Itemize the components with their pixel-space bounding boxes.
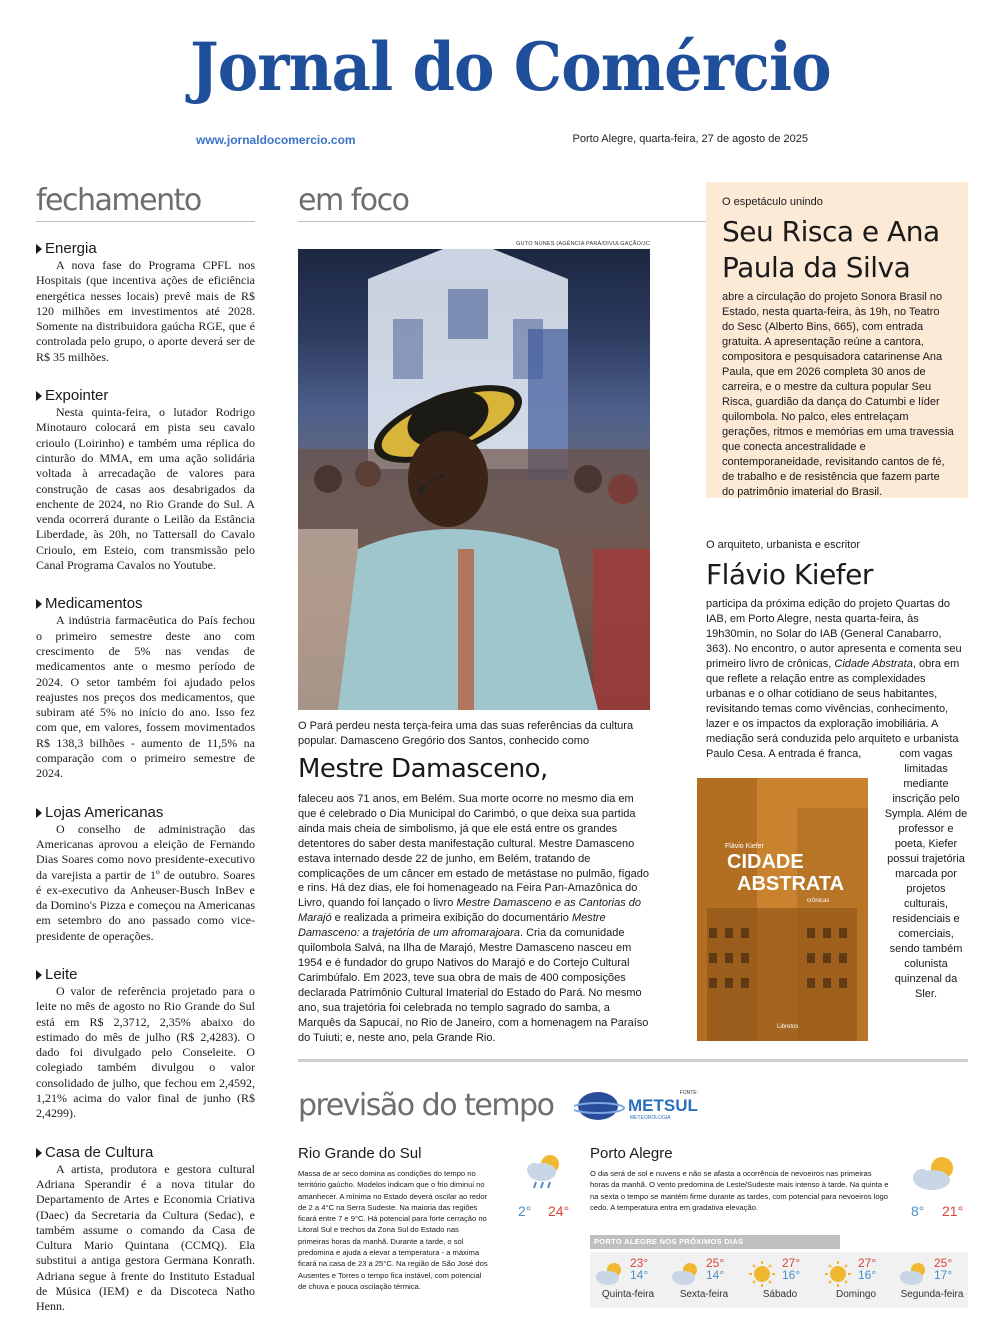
fechamento-item-text: A artista, produtora e gestora cultural Adriana Sperandir é a nova titular do Departamento de Artes e Economia Criativa (Daec) da Secretaria da Cultura (Sedac), e também assume o comando da Casa de Cultura Mario Quintana (CCMQ). Ela substitui a antiga gestora Germana Konrath. Adriana segue à frente do Instituto Estadual de Música (IEM) e da Discoteca Natho Henn. [36,1161,255,1314]
fechamento-item-text: A indústria farmacêutica do País fechou o primeiro semestre deste ano com crescimento de 5% nas vendas de medicamentos ante o mesmo período de 2024. O setor também foi ajudado pelos reajustes nos preços dos medicamentos, que subiram até 5% no início do ano. Isso fez com que, em valores, fossem movimentados R$ 138,3 bilhões - aumento de 11,5% na comparação com o primeiro semestre de 2024. [36,613,255,781]
metsul-logo-text: METSUL [628,1096,698,1115]
fechamento-item-title: Medicamentos [45,595,143,613]
day-max: 25° [934,1256,953,1270]
weather-header: previsão do tempo [298,1088,554,1123]
metsul-source-label: FONTE: [679,1090,698,1096]
fechamento-item-title: Lojas Americanas [45,803,164,821]
em-foco-header: em foco [298,184,706,222]
day-min: 14° [630,1268,649,1282]
rs-temp-min: 2° [518,1203,532,1219]
fechamento-item [36,240,255,365]
fechamento-column [36,240,255,1337]
arrow-right-icon [36,970,42,980]
forecast-day [666,1252,742,1308]
metsul-logo-subtitle: METEOROLOGIA [630,1115,671,1121]
kiefer-title: Flávio Kiefer [706,558,873,591]
day-min: 14° [706,1268,725,1282]
photo-caption: O Pará perdeu nesta terça-feira uma das suas referências da cultura popular. Damasceno Gregório dos Santos, conhecido como [298,720,634,747]
day-name: Sábado [762,1289,798,1300]
forecast-day [742,1252,818,1308]
poa-forecast-text: O dia será de sol e nuvens e não se afasta a ocorrência de nevoeiros nas primeiras horas da manhã. O vento predomina de Leste/Sudeste mais intenso à tarde. Na quinta e na sexta o tempo se mantém firme durante as tardes, com potencial para nevoeiros logo cedo. A temperatura entra em gradativa elevação. [590,1169,889,1212]
arrow-right-icon [36,808,42,818]
risca-title: Seu Risca e Ana Paula da Silva [722,215,940,284]
fechamento-item-text: Nesta quinta-feira, o lutador Rodrigo Minotauro colocará em pista seu cavalo crioulo (Loirinho) e também uma réplica do cinturão do MMA, em uma ação solidária voltada à arrecadação de valores para construção de casas aos desabrigados da enchente de 2024, no Rio Grande do Sul. A venda ocorrerá durante o Leilão da Estância Liberdade, às 20h, no Tattersall do Cavalo Crioulo, em Esteio, com transmissão pelo Canal Programa Cavalos no Youtube. [36,405,255,573]
day-name: Domingo [835,1289,877,1300]
day-min: 17° [934,1268,953,1282]
photo-credit: GUTO NUNES (AGÊNCIA PARÁ/DIVULGAÇÃO/JC [516,241,650,247]
rain-cloud-icon [522,1150,566,1199]
forecast-label: PORTO ALEGRE NOS PRÓXIMOS DIAS [590,1235,840,1249]
mestre-damasceno-title: Mestre Damasceno, [298,754,548,784]
fechamento-item [36,387,255,573]
forecast-day [818,1252,894,1308]
kiefer-body-continued: com vagas limitadas mediante inscrição pelo Sympla. Além de professor e poeta, Kiefer possui trajetória marcada por projetos culturais, residenciais e comerciais, sendo também colunista quinzenal da Sler. [884,748,968,1000]
cidade-abstrata-book-cover [697,778,868,1041]
day-name: Segunda-feira [900,1289,964,1300]
book-author: Flávio Kiefer [725,843,764,850]
site-url[interactable]: www.jornaldocomercio.com [196,133,356,147]
photo-illustration [298,249,650,710]
fechamento-item-title: Expointer [45,387,109,405]
fechamento-item [36,966,255,1122]
day-min: 16° [782,1268,801,1282]
fechamento-item [36,804,255,944]
day-max: 25° [706,1256,725,1270]
poa-temp-min: 8° [911,1203,925,1219]
rs-forecast-title: Rio Grande do Sul [298,1145,422,1162]
day-max: 27° [782,1256,801,1270]
forecast-day [590,1252,666,1308]
fechamento-item-title: Casa de Cultura [45,1143,154,1161]
arrow-right-icon [36,244,42,254]
masthead-title[interactable]: Jornal do Comércio [190,28,831,106]
fechamento-item [36,595,255,781]
risca-body: abre a circulação do projeto Sonora Brasil no Estado, nesta quarta-feira, às 19h, no Teatro do Sesc (Alberto Bins, 665), com entrada gratuita. A apresentação reúne a cantora, compositora e pesquisadora catarinense Ana Paula, que em 2026 completa 30 anos de carreira, e o mestre da cultura popular Seu Risca, guardião da dança do Catumbi e líder quilombola. No palco, eles entrelaçam gerações, ritmos e memórias em uma travessia que conecta ancestralidade e contemporaneidade, revisitando cantos de fé, de trabalho e de resistência que fazem parte do patrimônio imaterial do Brasil. [722,291,954,498]
arrow-right-icon [36,599,42,609]
forecast-days [590,1252,968,1308]
day-max: 27° [858,1256,877,1270]
poa-temp-max: 21° [942,1203,964,1219]
book-subtitle: crônicas [807,898,830,904]
fechamento-item-text: A nova fase do Programa CPFL nos Hospitais (que incentiva ações de eficiência energética nesses locais) prevê mais de R$ 120 milhões em investimentos até 2028. Somente na distribuidora gaúcha RGE, que é controlada pelo grupo, o aporte deverá ser de R$ 35 milhões. [36,258,255,364]
arrow-right-icon [36,1148,42,1158]
book-cover-art [697,778,868,1041]
partly-cloudy-icon [908,1152,962,1201]
fechamento-item [36,1144,255,1315]
book-title-line1: CIDADE [727,851,804,873]
rs-forecast-text: Massa de ar seco domina as condições do tempo no território gaúcho. Modelos indicam que o frio diminui no amanhecer. A mínima no Estado deverá oscilar ao redor de 2 a 4°C na Serra Sudeste. Na maioria das regiões ficará entre 7 e 9°C. Há potencial para forte cerração no Litoral Sul e trechos da Zona Sul do Estado nas primeiras horas da manhã. Durante a tarde, o sol predomina e ajuda a elevar a temperatura - a máxima ficará na casa de 23 a 25°C. Na região de São José dos Ausentes e Torres o tempo fica instável, com potencial de chuva e pouca oscilação térmica. [298,1169,488,1291]
mestre-damasceno-photo [298,249,650,710]
metsul-logo-art [574,1089,704,1123]
section-divider [298,1059,968,1062]
forecast-day [894,1252,970,1308]
edition-date: Porto Alegre, quarta-feira, 27 de agosto de 2025 [572,133,808,145]
metsul-logo [574,1089,704,1123]
day-name: Quinta-feira [601,1289,655,1300]
fechamento-item-text: O conselho de administração das Americanas aprovou a eleição de Fernando Dias Soares como novo presidente-executivo da varejista a partir de 1º de outubro. Soares é ex-executivo da Anheuser-Busch InBev e da Domino's Pizza e começou na Americanas em setembro do ano passado como vice-presidente de operações. [36,821,255,943]
kiefer-kicker: O arquiteto, urbanista e escritor [706,539,861,551]
fechamento-item-text: O valor de referência projetado para o leite no mês de agosto no Rio Grande do Sul está em R$ 2,3712, 2,35% abaixo do estimado do mês de julho (R$ 2,4283). O dado foi divulgado pelo Conseleite. O colegiado também divulgou o valor consolidado de julho, que fechou em 2,4592, 1,21% acima do valor final de junho (R$ 2,4299). [36,983,255,1121]
day-max: 23° [630,1256,649,1270]
poa-forecast-title: Porto Alegre [590,1145,673,1162]
book-publisher: Libretos [777,1024,799,1030]
kiefer-body: participa da próxima edição do projeto Quartas do IAB, em Porto Alegre, nesta quarta-feira, às 19h30min, no Solar do IAB (General Canabarro, 363). No encontro, o autor apresenta e comenta seu primeiro livro de crônicas, Cidade Abstrata, obra em que reflete a relação entre as complexidades urbanas e o olhar cotidiano de seus habitantes, revisitando temas como vivências, conhecimento, lazer e os impactos da exploração imobiliária. A mediação será conduzida pelo arquiteto e urbanista Paulo Cesa. A entrada é franca, [706,598,962,760]
risca-kicker: O espetáculo unindo [722,196,823,208]
seu-risca-box [706,182,968,498]
day-min: 16° [858,1268,877,1282]
mestre-damasceno-body: faleceu aos 71 anos, em Belém. Sua morte ocorre no mesmo dia em que é celebrado o Dia Municipal do Carimbó, o que deixa sua partida ainda mais cheia de simbolismo, já que ele está entre os grandes detentores do saber desta manifestação cultural. Mestre Damasceno estava internado desde 22 de junho, em Belém, tratando de complicações de um câncer em estado de metástase no pulmão, fígado e rins. Há dez dias, ele foi homenageado na Feira Pan-Amazônica do Livro, quando foi lançado o livro Mestre Damasceno e as Cantorias do Marajó e realizada a primeira exibição do documentário Mestre Damasceno: a trajetória de um afromarajoara. Cria da comunidade quilombola Salvá, na Ilha de Marajó, Mestre Damasceno nasceu em 1954 e é fundador do grupo Nativos do Marajó e do Cortejo Cultural Carimbúfalo. Em 2023, teve sua obra de mais de 400 composições declarada Patrimônio Cultural Imaterial do Estado do Pará. No mesmo ano, sua trajetória foi celebrada no templo sagrado do samba, a Marquês da Sapucaí, no Rio de Janeiro, com a homenagem na Paraíso do Tuiuti; e, neste ano, pela Grande Rio. [298,793,649,1044]
arrow-right-icon [36,391,42,401]
fechamento-item-title: Leite [45,965,78,983]
book-title-line2: ABSTRATA [737,873,845,895]
fechamento-item-title: Energia [45,240,97,257]
rs-temp-max: 24° [548,1203,570,1219]
fechamento-header: fechamento [36,184,255,222]
day-name: Sexta-feira [679,1289,729,1300]
